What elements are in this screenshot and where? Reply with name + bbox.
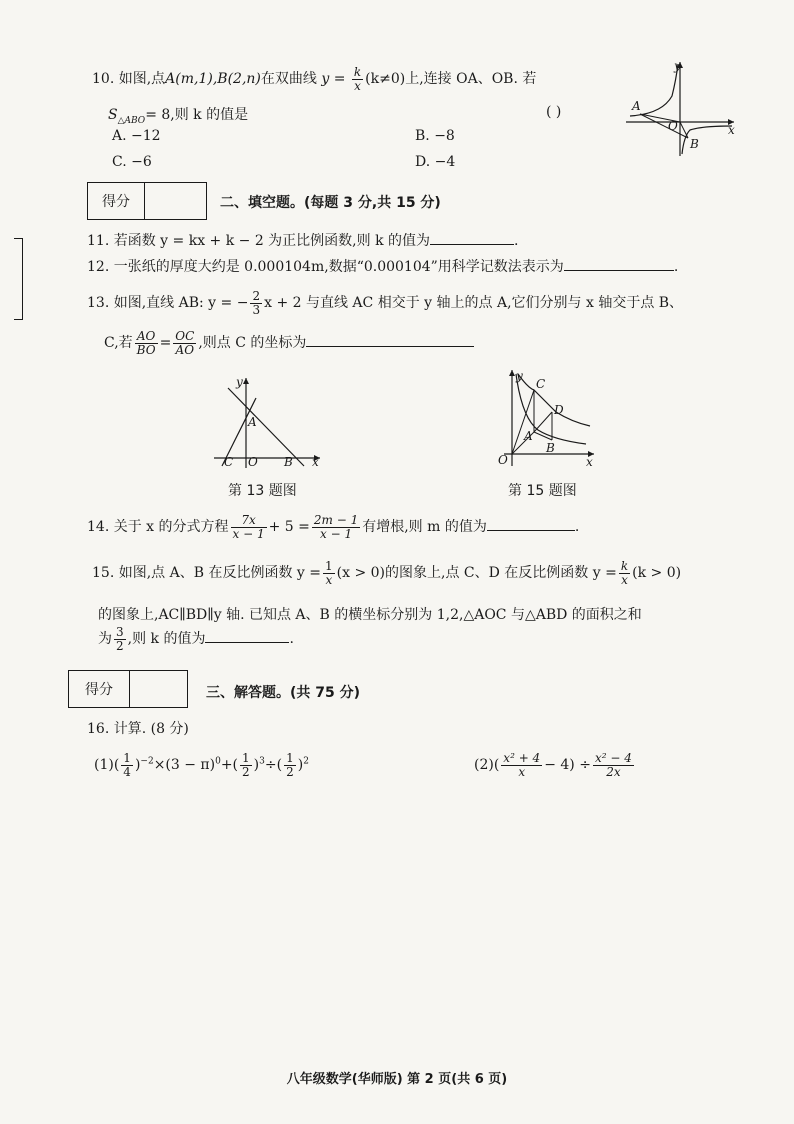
q13-fraction-ao-bo: $\frac{AO}{BO}$ [136, 329, 156, 357]
q15-line3: 为 $\frac{3}{2}$ ,则 k 的值为 . [98, 625, 294, 653]
q10-option-b: B. −8 [415, 128, 455, 144]
fig15-label-c: C [536, 377, 546, 391]
q10-fraction: $\frac{k}{x}$ [353, 65, 362, 93]
q10-line1 [92, 66, 536, 92]
fig15-caption: 第 15 题图 [508, 483, 577, 499]
fig15-label-o: O [498, 453, 508, 467]
q13-fraction-slope: $\frac{2}{3}$ [252, 289, 261, 317]
fig13-label-c: C [224, 455, 234, 469]
q10-option-a: A. −12 [112, 128, 161, 144]
q10-option-c: C. −6 [112, 154, 152, 170]
q13-answer-blank [306, 346, 474, 347]
q10-fig-label-o: O [668, 119, 678, 133]
q10-answer-paren: ( ) [546, 104, 562, 120]
score-cell [145, 183, 206, 219]
q15-fraction-3: $\frac{3}{2}$ [116, 625, 124, 653]
section3-score-box [68, 670, 188, 708]
section2-title: 二、填空题。(每题 3 分,共 15 分) [220, 195, 441, 211]
q10-text-a: 10. 如图,点 [92, 71, 166, 88]
q14-fraction-2: $\frac{2m - 1}{x - 1}$ [313, 513, 359, 541]
section3-title: 三、解答题。(共 75 分) [206, 685, 361, 701]
q16-part2: (2)( $\frac{\text{x² + 4}}{x}$ − 4) ÷ $\frac{\text{x² − 4}}{2x}$ [474, 751, 632, 779]
q11-answer-blank [430, 244, 514, 245]
q12: 12. 一张纸的厚度大约是 0.000104m,数据“0.000104”用科学记数法表示为 . [87, 259, 679, 275]
fig15-label-x: x [586, 455, 593, 469]
fig15-diagram [494, 368, 598, 472]
q13-fraction-oc-ao: $\frac{OC}{AO}$ [175, 329, 195, 357]
q15-answer-blank [205, 642, 289, 643]
q16-part1: (1)( $\frac{1}{4}$ )$^{-2}\times(3 - \pi)^0+$( $\frac{1}{2}$ )$^3$÷( $\frac{1}{2}$ )$^2$ [94, 751, 309, 779]
q12-answer-blank [564, 270, 674, 271]
fig15-label-y: y [516, 369, 523, 383]
q14-answer-blank [487, 530, 575, 531]
binding-bracket [14, 238, 23, 320]
q10-text-e: (k≠0)上,连接 OA、OB. 若 [365, 71, 537, 88]
q14-fraction-1: $\frac{7x}{x - 1}$ [232, 513, 265, 541]
q10-text-c: 在双曲线 [260, 71, 317, 88]
fig15-label-b: B [546, 441, 555, 455]
q14: 14. 关于 x 的分式方程 $\frac{7x}{x - 1}$ + 5 = $\frac{2m - 1}{x - 1}$ 有增根,则 m 的值为 . [87, 513, 580, 541]
q10-fig-label-x: x [728, 123, 735, 137]
q10-eq-y: y = [321, 71, 346, 88]
fig13-label-a: A [248, 415, 257, 429]
q10-fig-label-a: A [632, 99, 641, 113]
page-footer: 八年级数学(华师版) 第 2 页(共 6 页) [286, 1072, 508, 1087]
q10-line2: $S_{\triangle ABO}= 8$,则 k 的值是 [108, 107, 249, 126]
fig13-label-y: y [236, 375, 243, 389]
q15-fraction-2: $\frac{k}{x}$ [620, 559, 629, 587]
fig13-label-o: O [248, 455, 258, 469]
q10-fig-label-b: B [690, 137, 699, 151]
score-label: 得分 [69, 671, 130, 707]
fig13-diagram [208, 374, 328, 470]
q10-option-d: D. −4 [415, 154, 456, 170]
q10-fig-label-y: y [674, 59, 681, 73]
q16-title: 16. 计算. (8 分) [87, 721, 189, 737]
score-cell [130, 671, 187, 707]
score-label: 得分 [88, 183, 145, 219]
q15-fraction-1: $\frac{1}{x}$ [325, 559, 333, 587]
fig15-label-d: D [554, 403, 564, 417]
q10-points: A(m,1),B(2,n) [165, 71, 261, 88]
q13-line1: 13. 如图,直线 AB: y = − $\frac{2}{3}$ x + 2 与直线 AC 相交于 y 轴上的点 A,它们分别与 x 轴交于点 B、 [87, 289, 684, 317]
q11: 11. 若函数 y = kx + k − 2 为正比例函数,则 k 的值为 . [87, 233, 519, 249]
q10-figure [622, 56, 738, 160]
q15-line1: 15. 如图,点 A、B 在反比例函数 y = $\frac{1}{x}$ (x > 0)的图象上,点 C、D 在反比例函数 y = $\frac{k}{x}$ (k > 0) [92, 559, 682, 587]
section2-score-box [87, 182, 207, 220]
fig13-label-b: B [284, 455, 293, 469]
q13-line2: C,若 $\frac{AO}{BO}$ = $\frac{OC}{AO}$ ,则点 C 的坐标为 [104, 330, 474, 356]
fig13-caption: 第 13 题图 [228, 483, 297, 499]
q15-line2: 的图象上,AC∥BD∥y 轴. 已知点 A、B 的横坐标分别为 1,2,△AOC 与△ABD 的面积之和 [98, 607, 642, 623]
fig15-label-a: A [524, 429, 533, 443]
fig13-label-x: x [312, 455, 319, 469]
